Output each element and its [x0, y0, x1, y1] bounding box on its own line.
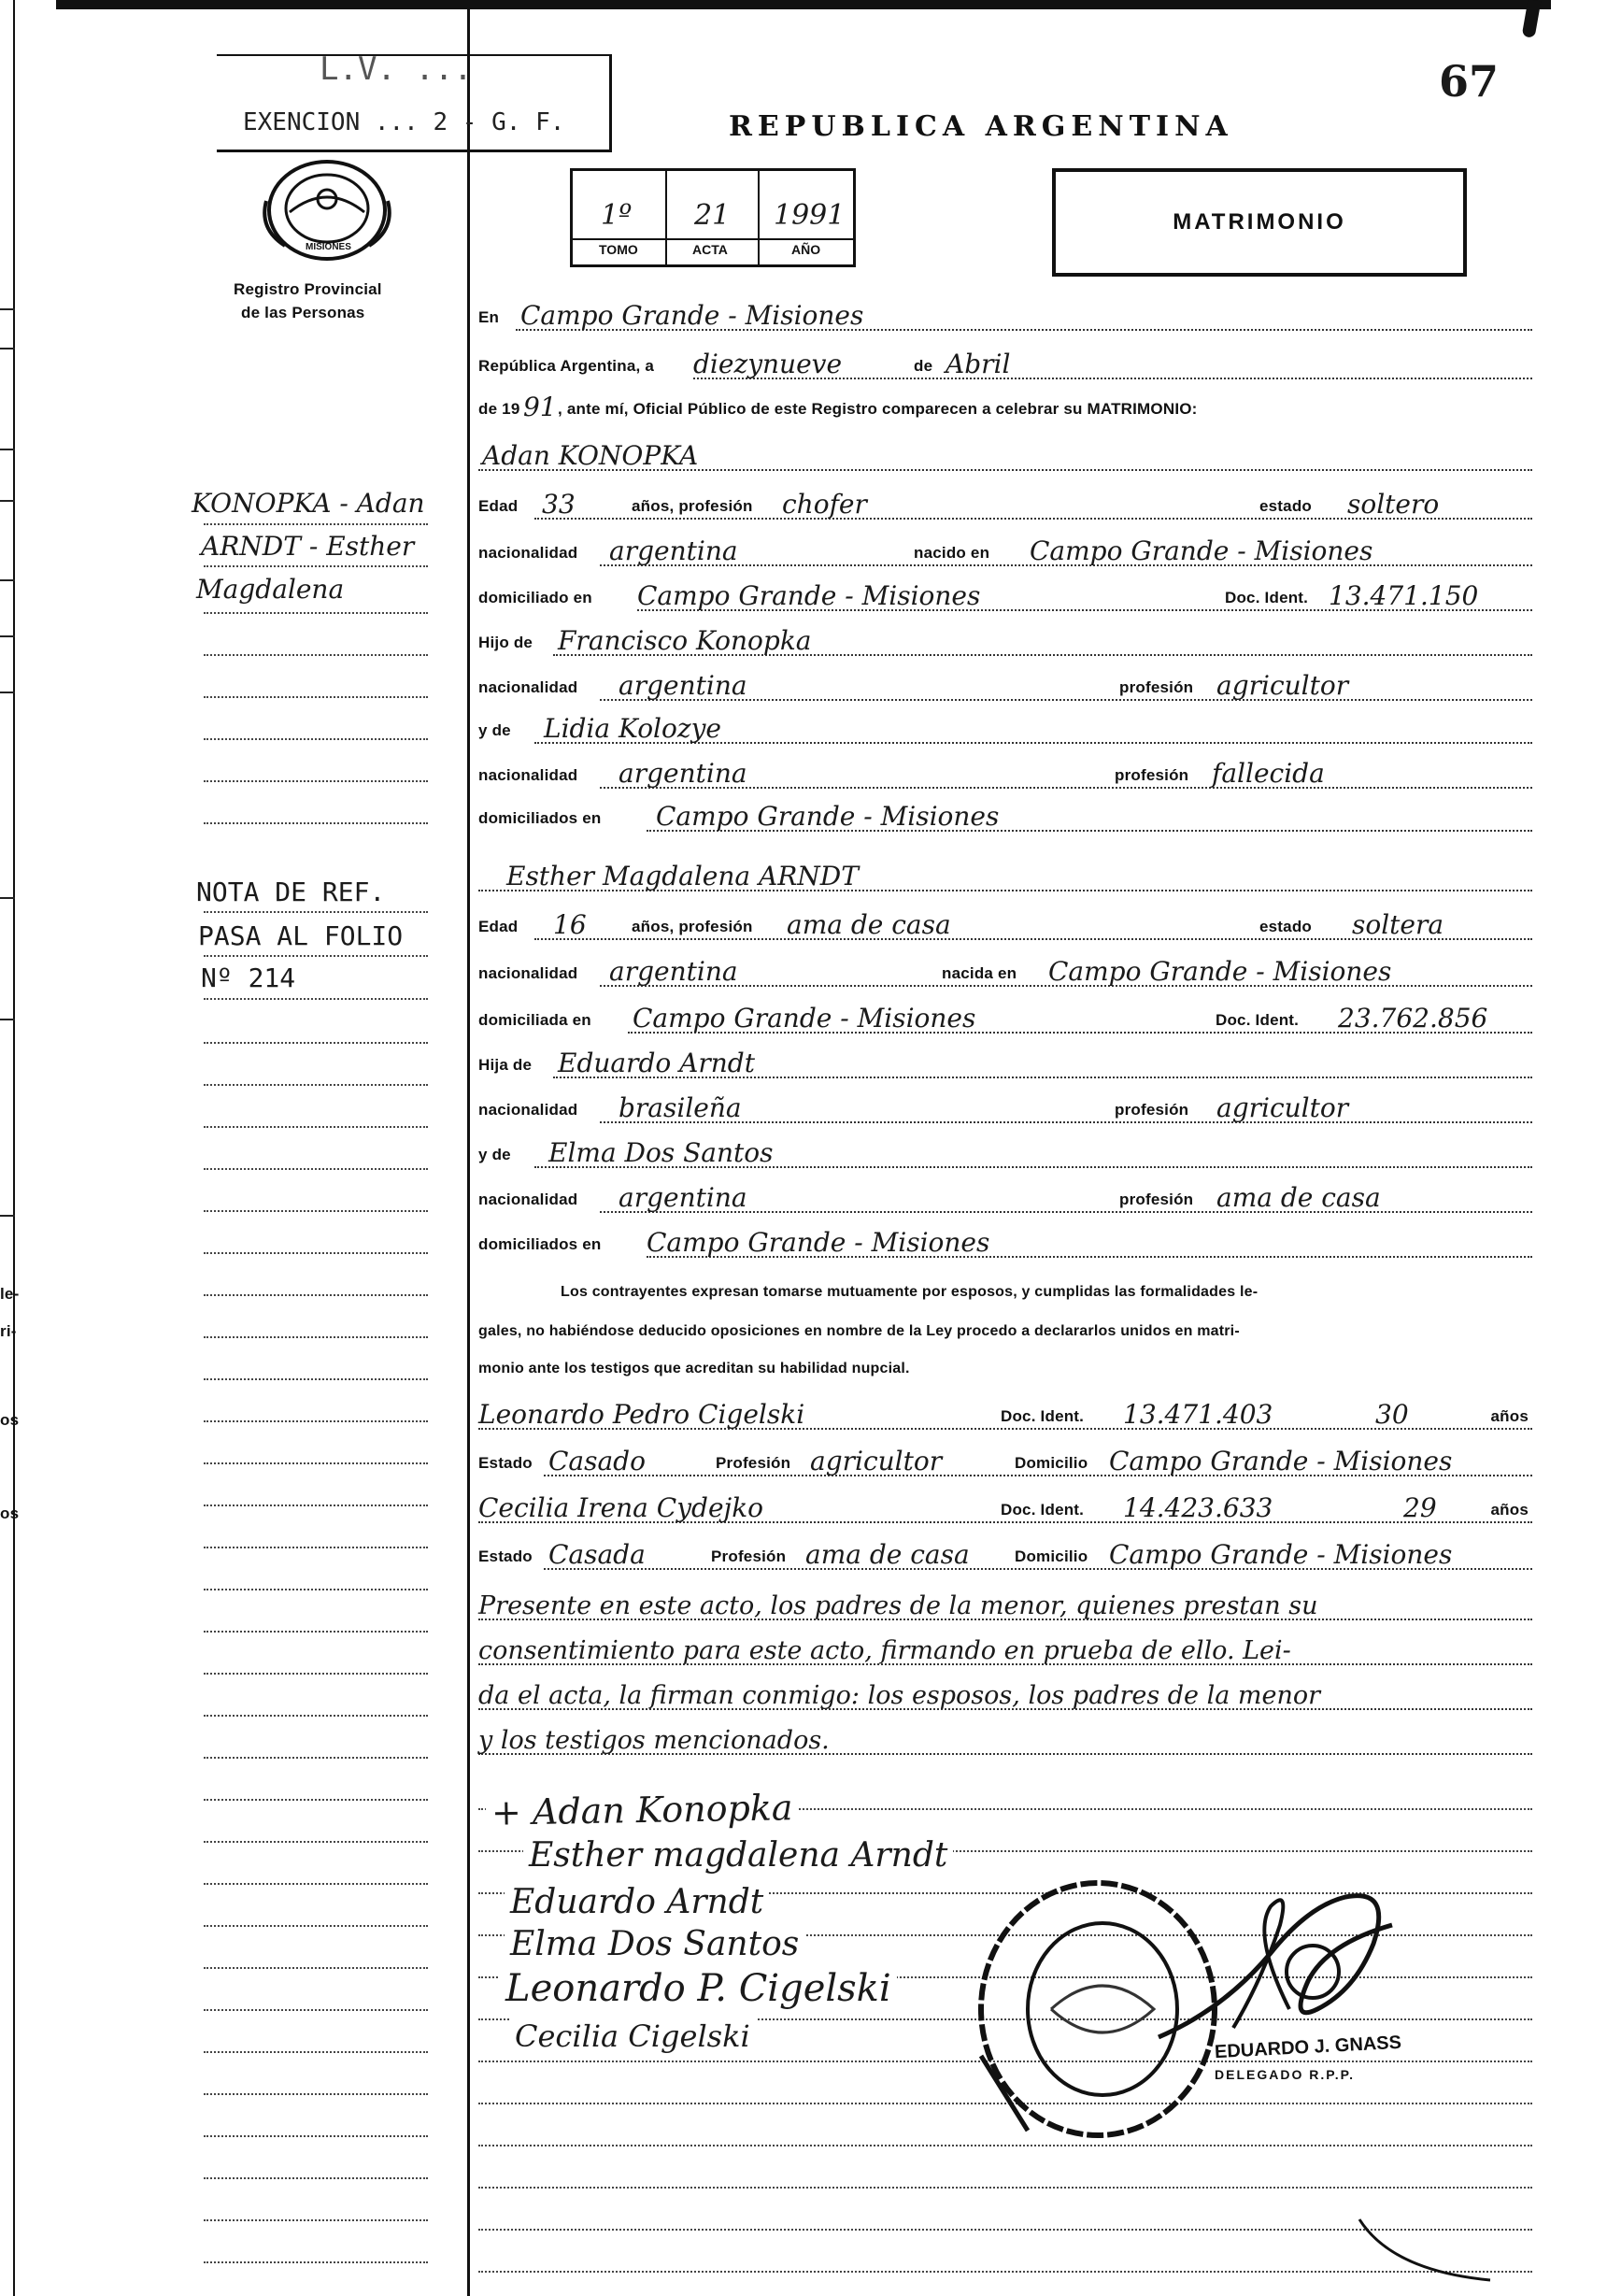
groom-mother: Lidia Kolozye	[544, 713, 721, 744]
witness1-status: Casado	[548, 1446, 646, 1476]
witness1-profession: agricultor	[810, 1446, 943, 1476]
bride-father-nat-row: nacionalidad brasileña profesión agricultor	[478, 1091, 1532, 1129]
main-column-border	[467, 0, 470, 2296]
notes-line-4: y los testigos mencionados.	[478, 1723, 1532, 1761]
official-signature	[1149, 1869, 1411, 2056]
signature-groom: + Adan Konopka	[486, 1787, 799, 1833]
groom-mother-nationality: argentina	[619, 758, 747, 789]
groom-birthplace: Campo Grande - Misiones	[1030, 535, 1373, 566]
groom-father-profession: agricultor	[1216, 670, 1349, 701]
bride-father-row: Hija de Eduardo Arndt	[478, 1047, 1532, 1084]
year-row	[478, 391, 1532, 428]
edge-dash	[0, 500, 15, 502]
groom-doc: 13.471.150	[1329, 580, 1479, 611]
groom-mother-row: y de Lidia Kolozye	[478, 712, 1532, 749]
left-column-border	[13, 0, 15, 2296]
bride-nationality: argentina	[609, 956, 738, 987]
groom-nationality: argentina	[609, 535, 738, 566]
bride-father-nationality: brasileña	[619, 1092, 742, 1123]
edge-dash	[0, 579, 15, 581]
notes-line-3: da el acta, la firman conmigo: los esposos, los padres de la menor	[478, 1678, 1532, 1716]
groom-domicile: Campo Grande - Misiones	[637, 580, 981, 611]
act-type-label: MATRIMONIO	[1173, 209, 1346, 235]
page-number: 67	[1439, 56, 1500, 107]
groom-father-nationality: argentina	[619, 670, 747, 701]
anio-label: AÑO	[791, 242, 821, 257]
witness1-age: 30	[1375, 1399, 1409, 1430]
signature-bride: Esther magdalena Arndt	[523, 1836, 953, 1875]
year-prefix: de 19	[478, 400, 520, 418]
edge-dash	[0, 1215, 15, 1217]
day-value: diezynueve	[693, 349, 843, 379]
bride-birthplace: Campo Grande - Misiones	[1048, 956, 1392, 987]
statement-text: , ante mí, Oficial Público de este Registro comparecen a celebrar su MATRIMONIO:	[558, 400, 1198, 418]
bride-mother-row: y de Elma Dos Santos	[478, 1136, 1532, 1174]
bride-parents-domicile: Campo Grande - Misiones	[647, 1227, 990, 1258]
witness2-name: Cecilia Irena Cydejko	[478, 1492, 764, 1523]
bride-age-row: Edad 16 años, profesión ama de casa estado soltera	[478, 908, 1532, 946]
bride-age: 16	[553, 909, 587, 940]
en-label: En	[478, 308, 500, 326]
bride-doc: 23.762.856	[1338, 1003, 1488, 1034]
bride-name: Esther Magdalena ARNDT	[506, 861, 859, 891]
witness2-status: Casada	[548, 1539, 646, 1570]
bride-mother-nationality: argentina	[619, 1182, 747, 1213]
groom-nationality-row: nacionalidad argentina nacido en Campo Grande - Misiones	[478, 535, 1532, 572]
groom-profession: chofer	[782, 489, 867, 520]
witness2-details-row: Estado Casada Profesión ama de casa Domicilio Campo Grande - Misiones	[478, 1538, 1532, 1576]
cut-text: ri-	[0, 1322, 17, 1340]
notes-line-1: Presente en este acto, los padres de la menor, quienes prestan su	[478, 1589, 1532, 1626]
groom-father-row: Hijo de Francisco Konopka	[478, 624, 1532, 662]
registry-caption-1: Registro Provincial	[234, 280, 382, 298]
margin-names-1: KONOPKA - Adan	[192, 488, 425, 519]
margin-note-3: Nº 214	[201, 963, 296, 993]
groom-mother-profession: fallecida	[1212, 758, 1325, 789]
groom-parents-domicile: Campo Grande - Misiones	[656, 801, 1000, 832]
bride-parents-domicile-row: domiciliados en Campo Grande - Misiones	[478, 1226, 1532, 1263]
edge-dash	[0, 308, 15, 310]
place-value: Campo Grande - Misiones	[520, 300, 864, 331]
margin-names-2: ARNDT - Esther	[201, 531, 415, 562]
republica-label: República Argentina, a	[478, 357, 654, 375]
signature-bride-father: Eduardo Arndt	[505, 1883, 769, 1921]
bride-mother-profession: ama de casa	[1216, 1182, 1381, 1213]
date-row	[478, 348, 1532, 385]
bride-domicile-row: domiciliada en Campo Grande - Misiones Doc. Ident. 23.762.856	[478, 1002, 1532, 1039]
anio-value: 1991	[774, 199, 846, 232]
acta-value: 21	[694, 199, 731, 232]
witness2-row: Cecilia Irena Cydejko Doc. Ident. 14.423.633 29 años	[478, 1491, 1532, 1529]
groom-age-row: Edad 33 años, profesión chofer estado soltero	[478, 488, 1532, 525]
witness1-domicile: Campo Grande - Misiones	[1109, 1446, 1453, 1476]
bride-profession: ama de casa	[787, 909, 951, 940]
tomo-label: TOMO	[599, 242, 638, 257]
margin-note-2: PASA AL FOLIO	[198, 920, 404, 951]
witness2-age: 29	[1403, 1492, 1437, 1523]
groom-domicile-row: domiciliado en Campo Grande - Misiones Doc. Ident. 13.471.150	[478, 579, 1532, 617]
tomo-value: 1º	[601, 199, 633, 232]
country-title: REPUBLICA ARGENTINA	[729, 110, 1233, 143]
province-seal	[257, 154, 397, 266]
declaration-line-2: gales, no habiéndose deducido oposiciones en nombre de la Ley procedo a declararlos unidos en matri-	[478, 1323, 1240, 1339]
bride-mother: Elma Dos Santos	[548, 1137, 774, 1168]
year-suffix: 91	[523, 392, 557, 422]
signature-witness1: Leonardo P. Cigelski	[500, 1967, 897, 2010]
stamp-top-text: L.V. ...	[320, 50, 473, 88]
signature-witness2: Cecilia Cigelski	[509, 2018, 756, 2054]
registry-caption-2: de las Personas	[241, 304, 365, 321]
signature-bride-mother: Elma Dos Santos	[505, 1925, 804, 1963]
bride-father: Eduardo Arndt	[558, 1048, 755, 1078]
month-value: Abril	[946, 349, 1011, 379]
edge-dash	[0, 449, 15, 450]
cut-text: os	[0, 1505, 20, 1522]
edge-dash	[0, 692, 15, 693]
witness2-domicile: Campo Grande - Misiones	[1109, 1539, 1453, 1570]
official-title: DELEGADO R.P.P.	[1215, 2067, 1356, 2082]
margin-names-3: Magdalena	[196, 574, 345, 605]
declaration-line-3: monio ante los testigos que acreditan su habilidad nupcial.	[478, 1361, 910, 1376]
bride-nationality-row: nacionalidad argentina nacida en Campo Grande - Misiones	[478, 955, 1532, 992]
witness1-details-row: Estado Casado Profesión agricultor Domicilio Campo Grande - Misiones	[478, 1445, 1532, 1482]
groom-name: Adan KONOPKA	[482, 440, 699, 471]
groom-father: Francisco Konopka	[558, 625, 812, 656]
witness1-name: Leonardo Pedro Cigelski	[478, 1399, 805, 1430]
groom-name-row	[478, 439, 1532, 477]
de-label: de	[908, 357, 938, 376]
record-number-box	[570, 168, 856, 267]
bride-mother-nat-row: nacionalidad argentina profesión ama de casa	[478, 1181, 1532, 1219]
acta-label: ACTA	[692, 242, 728, 257]
bride-status: soltera	[1352, 909, 1444, 940]
bride-name-row	[478, 860, 1532, 897]
exemption-stamp	[217, 50, 612, 152]
groom-father-nat-row: nacionalidad argentina profesión agricultor	[478, 669, 1532, 706]
margin-note-1: NOTA DE REF.	[196, 877, 386, 907]
witness2-doc: 14.423.633	[1123, 1492, 1273, 1523]
pen-stroke-icon	[1355, 2215, 1495, 2289]
groom-parents-domicile-row: domiciliados en Campo Grande - Misiones	[478, 800, 1532, 837]
place-row	[478, 299, 1532, 336]
edge-dash	[0, 897, 15, 899]
edge-dash	[0, 635, 15, 637]
signature-scribble-icon	[1149, 1869, 1411, 2056]
seal-text: MISIONES	[306, 242, 351, 252]
edge-dash	[0, 1019, 15, 1020]
corner-pen-stroke	[1355, 2215, 1495, 2289]
official-name: EDUARDO J. GNASS	[1214, 2032, 1402, 2063]
act-type-box	[1052, 168, 1467, 277]
notes-line-2: consentimiento para este acto, firmando en prueba de ello. Lei-	[478, 1633, 1532, 1671]
witness2-profession: ama de casa	[805, 1539, 970, 1570]
cut-text: os	[0, 1411, 20, 1429]
bride-father-profession: agricultor	[1216, 1092, 1349, 1123]
groom-mother-nat-row: nacionalidad argentina profesión fallecida	[478, 757, 1532, 794]
exemption-text: EXENCION ... 2 - G. F.	[243, 108, 565, 136]
witness1-doc: 13.471.403	[1123, 1399, 1273, 1430]
top-edge-bar	[56, 0, 1551, 9]
groom-age: 33	[542, 489, 576, 520]
cut-text: le-	[0, 1285, 20, 1303]
witness1-row: Leonardo Pedro Cigelski Doc. Ident. 13.471.403 30 años	[478, 1398, 1532, 1435]
edge-dash	[0, 348, 15, 349]
groom-status: soltero	[1347, 489, 1440, 520]
declaration-line-1: Los contrayentes expresan tomarse mutuamente por esposos, y cumplidas las formalidades le-	[561, 1284, 1259, 1300]
bride-domicile: Campo Grande - Misiones	[633, 1003, 976, 1034]
